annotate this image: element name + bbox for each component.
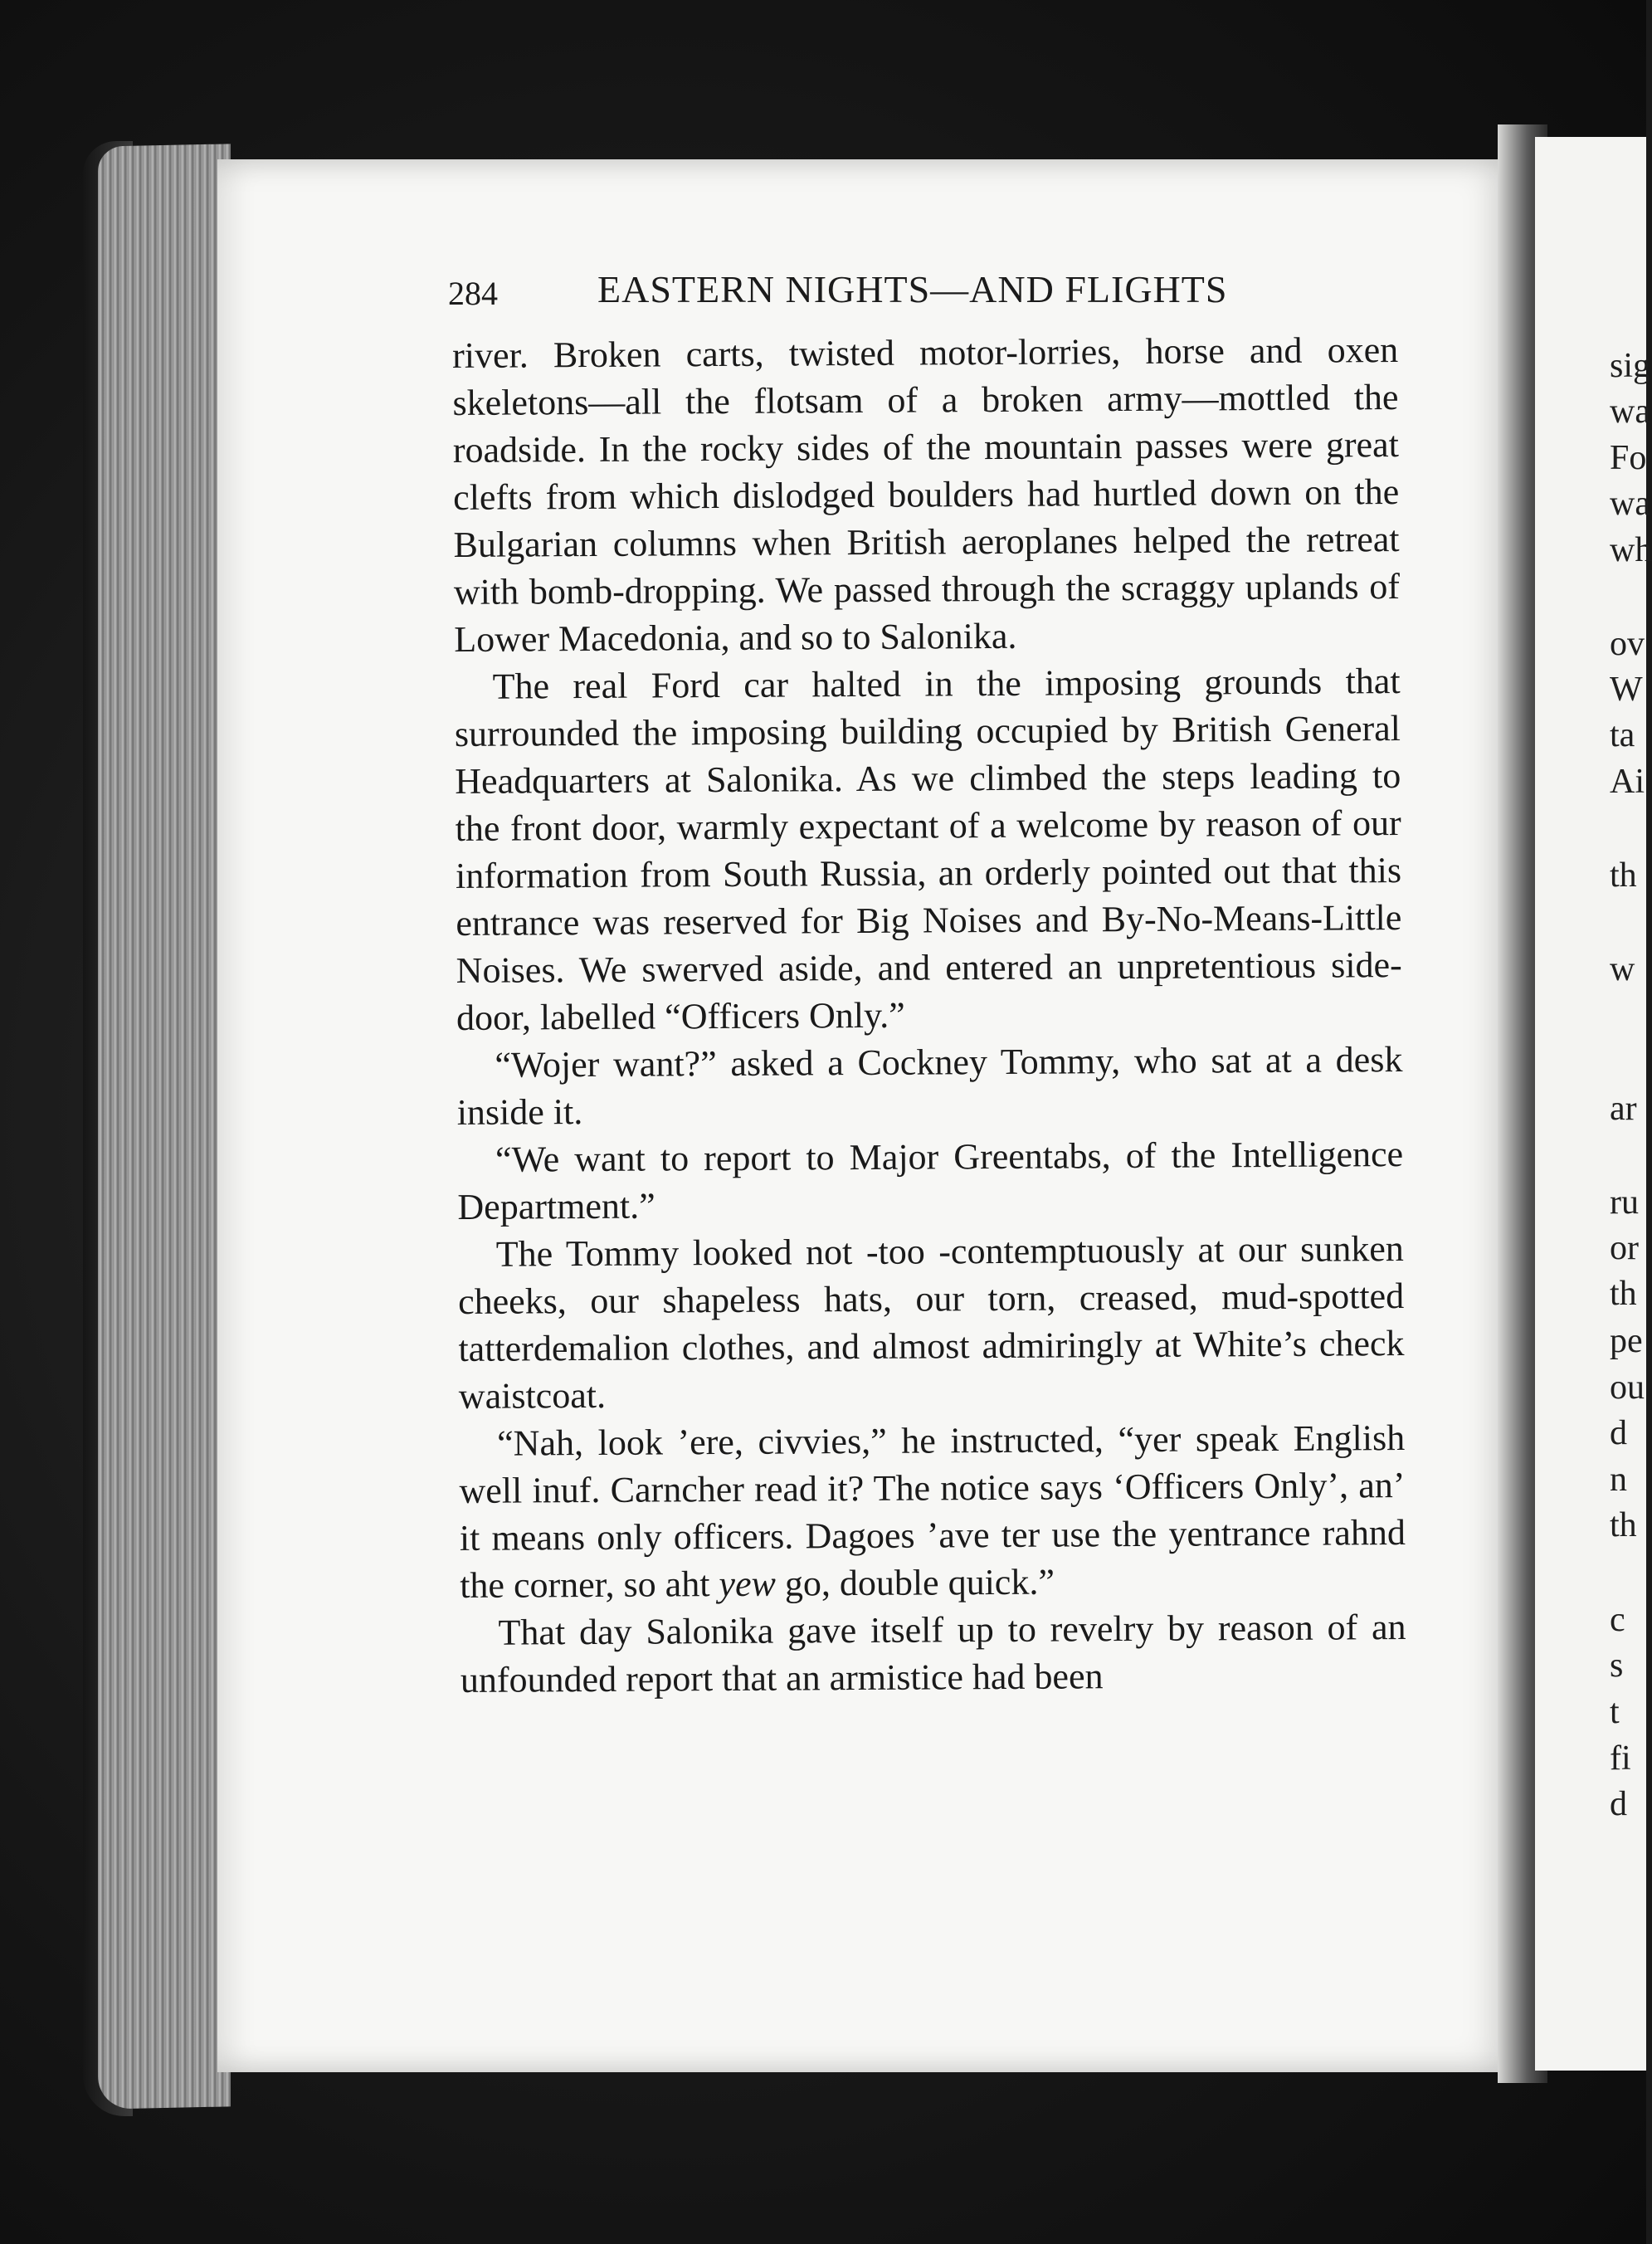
facing-page-fragment: th: [1610, 856, 1637, 895]
facing-page-fragment: Ai: [1610, 763, 1645, 801]
page-number: 284: [448, 275, 498, 312]
paragraph: “Wojer want?” asked a Cockney Tommy, who sat at a desk inside it.: [456, 1039, 1403, 1133]
facing-page-fragment: ou: [1610, 1368, 1645, 1407]
facing-page-fragment: ta: [1610, 716, 1635, 754]
facing-page-fragment: ar: [1610, 1090, 1637, 1128]
facing-page-fragment: pe: [1610, 1322, 1643, 1360]
paragraph: river. Broken carts, twisted motor-lorries, horse and oxen skeletons—all the flotsam of a broken army—mottled the roadside. In the rocky sides of the mountain passes were great clefts from which dislodged boulders had hurtled down on the Bulgarian columns when British aeroplanes helped the retreat with bomb-dropping. We passed through the scraggy uplands of Lower Macedonia, and so to Salonika.: [452, 329, 1401, 660]
paragraph: The real Ford car halted in the imposing grounds that surrounded the imposing building occupied by British General Headquarters at Salonika. As we climbed the steps leading to the front door, warmly expectant of a welcome by reason of our information from South Russia, an orderly pointed out that this entrance was reserved for Big Noises and By-No-Means-Little Noises. We swerved aside, and entered an unpretentious side-door, labelled “Officers Only.”: [454, 661, 1402, 1038]
facing-page-fragment: s: [1610, 1646, 1624, 1685]
paragraph: That day Salonika gave itself up to revelry by reason of an unfounded report that an armistice had been: [460, 1607, 1406, 1700]
running-title: EASTERN NIGHTS—AND FLIGHTS: [597, 268, 1228, 310]
facing-page-fragment: W: [1610, 671, 1643, 709]
paragraph-text: “Nah, look ’ere, civvies,” he instructed, “yer speak English well inuf. Carncher read it? The notice says ‘Officers Only’, an’ it means only officers. Dagoes ’ave ter use the yentrance rahnd the corner, so aht: [459, 1417, 1406, 1606]
facing-page-fragment: t: [1610, 1693, 1620, 1731]
facing-page-fragment: w: [1610, 950, 1635, 988]
facing-page-fragment: c: [1610, 1601, 1625, 1639]
facing-page-fragment: sig: [1610, 347, 1651, 385]
facing-page-fragment: Fo: [1610, 439, 1647, 477]
facing-page-fragment: th: [1610, 1275, 1637, 1313]
facing-page-text: [1535, 137, 1652, 2071]
facing-page-fragment: or: [1610, 1229, 1639, 1267]
facing-page: [1535, 137, 1652, 2071]
body-text: [452, 326, 1406, 1704]
facing-page-fragment: wa: [1610, 485, 1650, 523]
facing-page-fragment: d: [1610, 1414, 1627, 1452]
facing-page-fragment: ru: [1610, 1183, 1639, 1222]
facing-page-fragment: n: [1610, 1461, 1627, 1499]
facing-page-fragment: th: [1610, 1506, 1637, 1544]
facing-page-fragment: wh: [1610, 531, 1652, 569]
paragraph: The Tommy looked not -too -contemptuously at our sunken cheeks, our shapeless hats, our torn, creased, mud-spotted tatterdemalion clothes, and almost admiringly at White’s check waistcoat.: [457, 1228, 1405, 1417]
italic-word: yew: [719, 1563, 777, 1605]
paragraph: [459, 1414, 1406, 1609]
facing-page-fragment: wa: [1610, 393, 1650, 431]
paragraph-text: go, double quick.”: [775, 1561, 1055, 1604]
paragraph: “We want to report to Major Greentabs, of the Intelligence Department.”: [457, 1134, 1404, 1227]
running-head: [448, 267, 1402, 317]
facing-page-fragment: fi: [1610, 1739, 1631, 1778]
page-stack-edge: [98, 144, 231, 2109]
facing-page-fragment: ov: [1610, 625, 1645, 663]
facing-page-fragment: d: [1610, 1785, 1627, 1823]
